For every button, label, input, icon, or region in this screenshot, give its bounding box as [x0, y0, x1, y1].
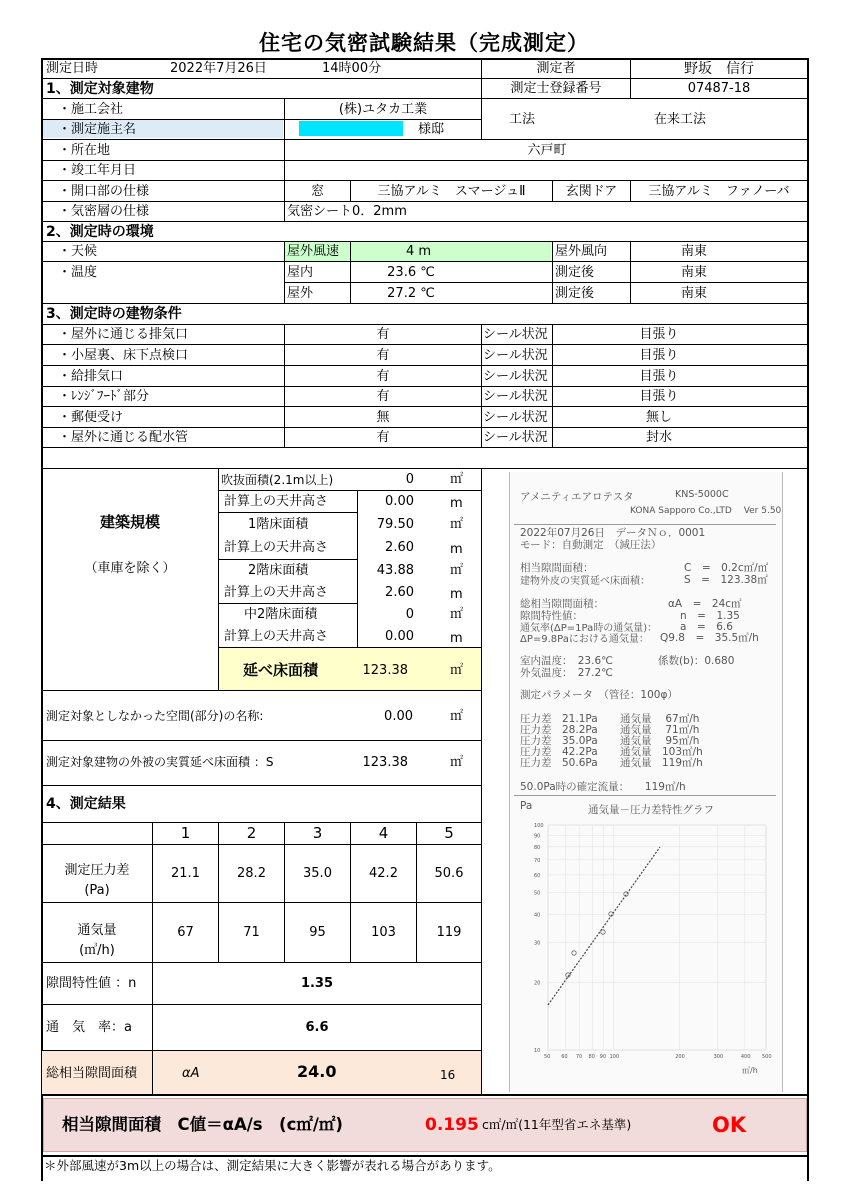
window-label: 窓	[310, 183, 324, 199]
scale-row-label: 1階床面積	[248, 517, 309, 532]
receipt-panel	[509, 472, 783, 1092]
n-label: 隙間特性値 ：n	[46, 975, 137, 991]
scale-row-unit: m	[450, 496, 463, 511]
receipt-line: KONA Sapporo Co.,LTD Ver 5.50	[630, 506, 782, 516]
graph-y-tick: 10	[534, 1048, 541, 1054]
receipt-line: 総相当隙間面積：	[520, 598, 604, 610]
scale-row-value: 0	[405, 607, 414, 622]
graph-x-tick: 90	[599, 1054, 607, 1060]
page-title: 住宅の気密試験結果（完成測定）	[259, 30, 589, 55]
seal-label: シール状況	[483, 389, 548, 404]
measurer-value: 野坂 信行	[684, 60, 754, 77]
pressure-label: 測定圧力差	[64, 862, 130, 878]
receipt-line: Q9.8 = 35.5㎥/h	[660, 632, 759, 644]
receipt-line: 係数(b)：0.680	[658, 655, 735, 667]
date-value: 2022年7月26日	[170, 61, 267, 76]
scale-row-value: 0	[405, 472, 414, 487]
col-header: 3	[312, 824, 323, 842]
time-value: 14時00分	[322, 61, 382, 76]
actual-area-label: 測定対象建物の外被の実質延べ床面積 ：S	[46, 755, 274, 769]
scale-row-value: 43.88	[376, 563, 414, 578]
footnote: ＊外部風速が3m以上の場合は、測定結果に大きく影響が表れる場合があります。	[44, 1157, 501, 1173]
col-header: 2	[246, 824, 257, 842]
scale-row-label: 計算上の天井高さ	[224, 540, 329, 555]
measurer-label: 測定者	[536, 61, 576, 76]
graph-x-tick: 300	[713, 1054, 724, 1060]
reg-value: 07487-18	[687, 81, 751, 96]
address-value: 六戸町	[527, 142, 567, 158]
graph-y-tick: 40	[534, 912, 541, 919]
actual-area-unit: ㎡	[450, 754, 464, 770]
seal-value: 無し	[645, 409, 672, 425]
a-label: 通 気 率：a	[46, 1019, 132, 1035]
flow-value: 71	[243, 924, 260, 940]
a-value: 6.6	[305, 1019, 329, 1035]
graph-x-tick: 400	[740, 1054, 751, 1060]
scale-row-value: 2.60	[385, 540, 414, 555]
pressure-flow-graph	[510, 817, 782, 1082]
builder-value: (株)ユタカ工業	[338, 101, 428, 117]
receipt-line: 通気率(ΔP=1Pa時の通気量)：	[520, 623, 658, 634]
actual-area-value: 123.38	[362, 754, 408, 770]
pressure-value: 42.2	[369, 865, 398, 881]
excluded-unit: ㎡	[450, 708, 464, 724]
pressure-value: 21.1	[171, 865, 200, 881]
graph-y-tick: 60	[534, 872, 541, 879]
graph-x-tick: 200	[675, 1054, 685, 1060]
excluded-value: 0.00	[384, 708, 413, 724]
opening-label: ・開口部の仕様	[58, 183, 150, 199]
graph-x-tick: 50	[544, 1054, 551, 1060]
wind-speed-value: 4 m	[405, 244, 432, 259]
scale-row-unit: ㎡	[450, 563, 464, 578]
scale-row-unit: ㎡	[450, 517, 464, 532]
receipt-line: 外気温度： 27.2℃	[520, 667, 613, 679]
graph-y-tick: 100	[534, 823, 544, 829]
builder-label: ・施工会社	[58, 101, 124, 117]
receipt-line: a = 6.6	[680, 621, 733, 633]
ok-badge: OK	[712, 1112, 747, 1137]
receipt-line: 相当隙間面積：	[520, 562, 594, 574]
outdoor-temp: 27.2 ℃	[387, 285, 435, 301]
door-label: 玄関ドア	[565, 183, 618, 199]
excluded-label: 測定対象としなかった空間(部分)の名称:	[46, 709, 264, 723]
receipt-line: 建物外皮の実質延べ床面積：	[520, 576, 650, 587]
scale-row-label: 2階床面積	[248, 563, 309, 578]
address-label: ・所在地	[58, 142, 111, 158]
section1-title: 1、測定対象建物	[46, 80, 154, 97]
col-header: 1	[180, 824, 191, 842]
receipt-param: 通気量 103㎥/h	[620, 746, 703, 758]
c-value: 0.195	[425, 1114, 479, 1135]
graph-y-tick: 30	[534, 940, 541, 947]
receipt-param: 圧力差 28.2Pa	[520, 724, 598, 736]
graph-x-tick: 100	[609, 1054, 620, 1060]
receipt-param: 圧力差 21.1Pa	[520, 713, 598, 725]
receipt-param: 通気量 67㎥/h	[620, 713, 700, 725]
receipt-param: 圧力差 42.2Pa	[520, 746, 598, 758]
graph-x-unit: ㎥/h	[742, 1066, 758, 1075]
seal-label: シール状況	[483, 327, 548, 342]
owner-suffix: 様邸	[418, 122, 445, 137]
scale-subtitle: （車庫を除く）	[84, 560, 176, 576]
cond-label: ・小屋裏、床下点検口	[58, 347, 189, 363]
flow-value: 119	[436, 924, 462, 940]
section4-title: 4、測定結果	[46, 796, 126, 812]
scale-row-value: 79.50	[376, 517, 414, 532]
cond-label: ・ﾚﾝｼﾞﾌｰﾄﾞ部分	[58, 389, 150, 404]
receipt-param: 通気量 71㎥/h	[620, 724, 700, 736]
outdoor-label: 屋外	[287, 285, 314, 301]
receipt-line: 室内温度： 23.6℃	[520, 655, 613, 667]
scale-title: 建築規模	[99, 512, 160, 531]
section2-title: 2、測定時の環境	[46, 223, 154, 240]
graph-y-tick: 80	[534, 844, 541, 851]
door-spec: 三協アルミ ファノーバ	[648, 183, 790, 199]
scale-row-label: 計算上の天井高さ	[224, 494, 329, 509]
cond-label: ・郵便受け	[58, 409, 124, 425]
receipt-line: 隙間特性値：	[520, 610, 583, 622]
scale-row-value: 0.00	[385, 494, 414, 509]
flow-label: 通気量	[77, 922, 117, 938]
pressure-value: 50.6	[434, 865, 464, 881]
alpha-label: 総相当隙間面積	[46, 1065, 138, 1081]
after-value-1: 南東	[680, 264, 707, 280]
weather-label: ・天候	[58, 244, 98, 259]
airtight-spec: 気密シート0．2mm	[287, 204, 407, 219]
graph-pa-label: Pa	[520, 800, 533, 812]
receipt-line: アメニティエアロテスタ	[520, 491, 634, 503]
alpha-extra: 16	[440, 1068, 456, 1082]
seal-label: シール状況	[483, 368, 548, 384]
receipt-line: KNS-5000C	[675, 489, 729, 500]
owner-highlight	[299, 121, 403, 136]
receipt-line: n = 1.35	[680, 610, 740, 622]
pressure-unit: (Pa)	[84, 882, 110, 898]
cond-value: 有	[376, 347, 390, 363]
graph-y-tick: 70	[534, 857, 541, 864]
alpha-symbol: αA	[182, 1065, 200, 1081]
seal-label: シール状況	[483, 347, 548, 363]
cond-label: ・屋外に通じる配水管	[58, 430, 189, 445]
cond-value: 有	[376, 368, 390, 384]
receipt-param: 圧力差 50.6Pa	[520, 757, 598, 769]
receipt-param: 通気量 119㎥/h	[620, 757, 703, 769]
scale-row-value: 0.00	[385, 628, 414, 644]
cond-value: 有	[376, 389, 390, 404]
total-area-unit: ㎡	[450, 662, 464, 678]
c-value-unit: c㎡/㎡(11年型省エネ基準)	[482, 1116, 632, 1132]
graph-x-tick: 70	[575, 1054, 583, 1060]
method-value: 在来工法	[653, 111, 706, 127]
scale-row-unit: ㎡	[450, 607, 464, 622]
receipt-line: αA = 24c㎡	[668, 598, 742, 610]
cond-value: 有	[376, 430, 390, 445]
receipt-line: ΔP=9.8Paにおける通気量：	[520, 634, 649, 645]
after-label-2: 測定後	[555, 285, 595, 301]
indoor-label: 屋内	[287, 264, 314, 280]
owner-label: ・測定施主名	[58, 122, 137, 137]
receipt-line: モード：自動測定 （減圧法）	[520, 539, 662, 551]
receipt-param: 圧力差 35.0Pa	[520, 735, 598, 747]
seal-value: 目張り	[639, 327, 679, 342]
scale-row-value: 2.60	[385, 584, 414, 600]
scale-row-unit: m	[450, 630, 463, 646]
indoor-temp: 23.6 ℃	[387, 264, 435, 280]
flow-value: 103	[371, 924, 396, 940]
graph-x-tick: 500	[762, 1054, 772, 1060]
seal-label: シール状況	[483, 430, 548, 445]
method-label: 工法	[508, 111, 535, 127]
col-header: 5	[444, 824, 454, 842]
flow-value: 95	[309, 924, 326, 940]
after-label-1: 測定後	[555, 264, 595, 280]
total-area-label: 延べ床面積	[243, 660, 319, 679]
wind-dir-value: 南東	[680, 244, 707, 259]
temp-label: ・温度	[58, 264, 98, 280]
section3-title: 3、測定時の建物条件	[46, 306, 182, 322]
seal-value: 目張り	[639, 389, 679, 404]
seal-value: 目張り	[639, 347, 679, 363]
receipt-line: S = 123.38㎡	[684, 574, 768, 586]
graph-y-tick: 90	[534, 833, 541, 840]
scale-row-label: 計算上の天井高さ	[224, 628, 329, 644]
wind-speed-label: 屋外風速	[287, 244, 340, 259]
scale-row-unit: m	[450, 586, 463, 602]
reg-label: 測定士登録番号	[510, 81, 602, 96]
receipt-param: 通気量 95㎥/h	[620, 735, 700, 747]
scale-row-label: 計算上の天井高さ	[224, 584, 329, 600]
total-area-value: 123.38	[362, 662, 408, 678]
seal-value: 目張り	[639, 368, 679, 384]
flow-value: 67	[177, 924, 194, 940]
scale-row-label: 吹抜面積(2.1m以上)	[221, 472, 334, 487]
seal-value: 封水	[645, 430, 672, 445]
graph-title: 通気量－圧力差特性グラフ	[588, 804, 714, 816]
c-value-label: 相当隙間面積 C値＝αA/s (c㎡/㎡)	[62, 1114, 343, 1134]
after-value-2: 南東	[680, 285, 707, 301]
graph-x-tick: 80	[588, 1054, 595, 1060]
date-label: 測定日時	[46, 61, 99, 76]
graph-x-tick: 60	[561, 1054, 568, 1060]
scale-row-unit: ㎡	[450, 472, 464, 487]
receipt-line: C = 0.2c㎡/㎡	[684, 562, 769, 574]
n-value: 1.35	[300, 975, 334, 991]
completion-label: ・竣工年月日	[58, 163, 137, 178]
scale-row-label: 中2階床面積	[244, 607, 318, 622]
receipt-line: 2022年07月26日 データＮｏ．0001	[520, 527, 706, 539]
alpha-value: 24.0	[297, 1062, 337, 1081]
cond-value: 無	[376, 409, 390, 425]
col-header: 4	[378, 824, 389, 842]
receipt-line: 50.0Pa時の確定流量： 119㎥/h	[520, 781, 686, 793]
airtight-label: ・気密層の仕様	[58, 204, 150, 219]
cond-label: ・屋外に通じる排気口	[58, 327, 189, 342]
pressure-value: 28.2	[237, 865, 266, 881]
receipt-line: 測定パラメータ （管径：100φ）	[520, 689, 678, 701]
cond-label: ・給排気口	[58, 368, 124, 384]
scale-row-unit: m	[450, 542, 463, 557]
graph-y-tick: 50	[534, 890, 541, 897]
seal-label: シール状況	[483, 409, 548, 425]
flow-unit: (㎥/h)	[79, 942, 115, 958]
graph-y-tick: 20	[534, 980, 541, 987]
cond-value: 有	[376, 327, 390, 342]
wind-dir-label: 屋外風向	[555, 244, 608, 259]
pressure-value: 35.0	[303, 865, 332, 881]
window-spec: 三協アルミ スマージュⅡ	[377, 183, 526, 199]
